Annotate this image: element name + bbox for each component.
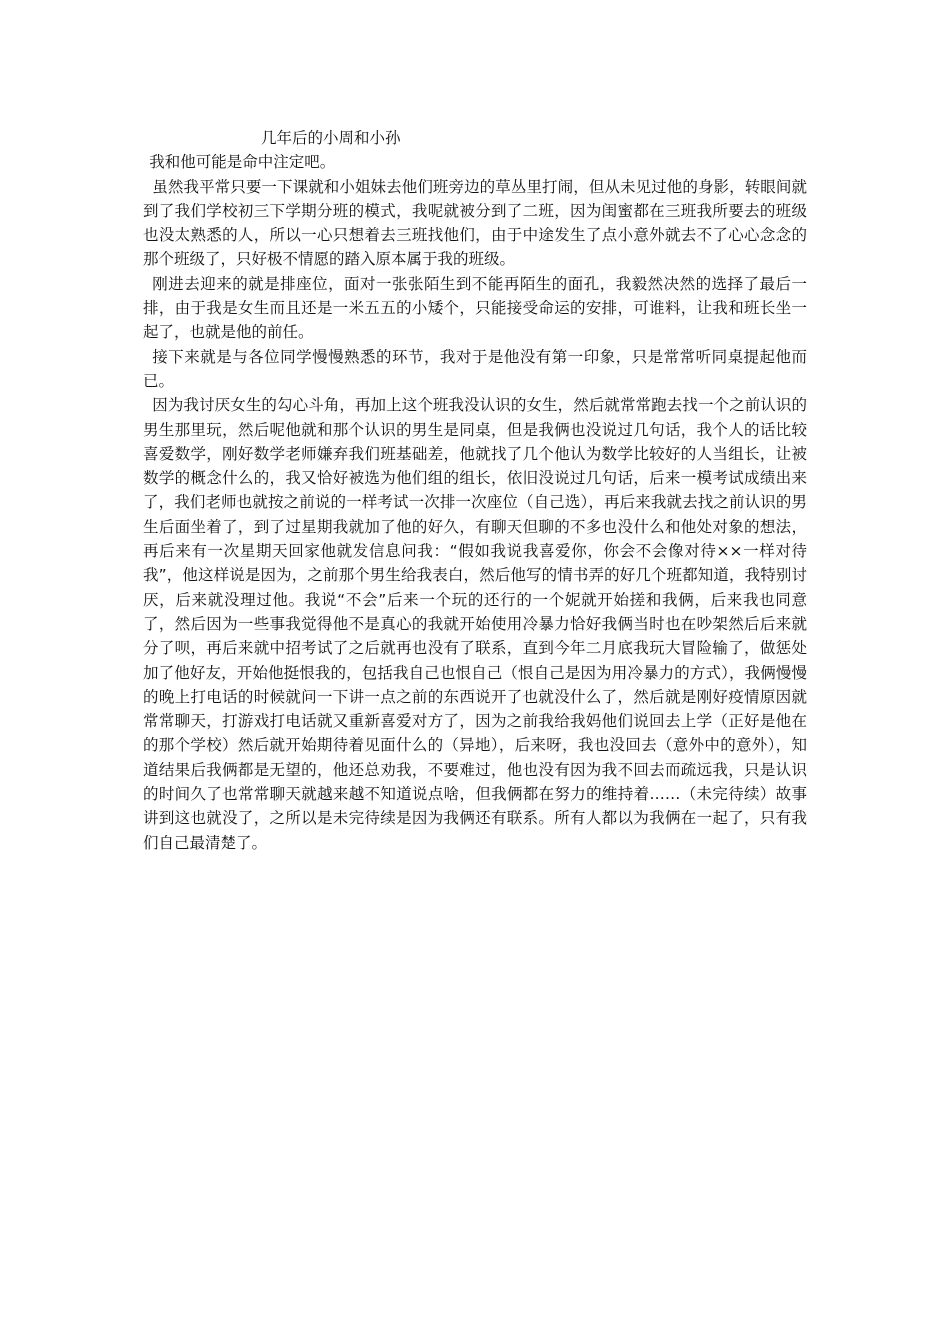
document-title: 几年后的小周和小孙 [261, 129, 401, 147]
paragraph-2: 虽然我平常只要一下课就和小姐妹去他们班旁边的草丛里打闹，但从未见过他的身影，转眼间就到了我们学校初三下学期分班的模式，我呢就被分到了二班，因为闺蜜都在三班我所要去的班级也没太熟悉的人，所以一心只想着去三班找他们，由于中途发生了点小意外就去不了心心念念的那个班级了，只好极不情愿的踏入原本属于我的班级。 [143, 177, 807, 269]
paragraph-3: 刚进去迎来的就是排座位，面对一张张陌生到不能再陌生的面孔，我毅然决然的选择了最后一排，由于我是女生而且还是一米五五的小矮个，只能接受命运的安排，可谁料，让我和班长坐一起了，也就是他的前任。 [143, 274, 807, 342]
paragraph-4: 接下来就是与各位同学慢慢熟悉的环节，我对于是他没有第一印象，只是常常听同桌提起他而已。 [143, 347, 807, 390]
paragraph-5: 因为我讨厌女生的勾心斗角，再加上这个班我没认识的女生，然后就常常跑去找一个之前认识的男生那里玩，然后呢他就和那个认识的男生是同桌，但是我俩也没说过几句话，我个人的话比较喜爱数学，刚好数学老师嫌弃我们班基础差，他就找了几个他认为数学比较好的人当组长，让被数学的概念什么的，我又恰好被选为他们组的组长，依旧没说过几句话，后来一模考试成绩出来了，我们老师也就按之前说的一样考试一次排一次座位（自己选），再后来我就去找之前认识的男生后面坐着了，到了过星期我就加了他的好久，有聊天但聊的不多也没什么和他处对象的想法，再后来有一次星期天回家他就发信息问我：“假如我说我喜爱你，你会不会像对待××一样对待我”，他这样说是因为，之前那个男生给我表白，然后他写的情书弄的好几个班都知道，我特别讨厌，后来就没理过他。我说“不会”后来一个玩的还行的一个妮就开始搓和我俩，后来我也同意了，然后因为一些事我觉得他不是真心的我就开始使用冷暴力恰好我俩当时也在吵架然后后来就分了呗，再后来就中招考试了之后就再也没有了联系，直到今年二月底我玩大冒险输了，做惩处加了他好友，开始他挺恨我的，包括我自己也恨自己（恨自己是因为用冷暴力的方式），我俩慢慢的晚上打电话的时候就问一下讲一点之前的东西说开了也就没什么了，然后就是刚好疫情原因就常常聊天，打游戏打电话就又重新喜爱对方了，因为之前我给我妈他们说回去上学（正好是他在的那个学校）然后就开始期待着见面什么的（异地），后来呀，我也没回去（意外中的意外），知道结果后我俩都是无望的，他还总劝我，不要难过，他也没有因为我不回去而疏远我，只是认识的时间久了也常常聊天就越来越不知道说点啥，但我俩都在努力的维持着……（未完待续）故事讲到这也就没了，之所以是未完待续是因为我俩还有联系。所有人都以为我俩在一起了，只有我们自己最清楚了。 [143, 396, 807, 852]
document-body [143, 126, 807, 855]
paragraph-1: 我和他可能是命中注定吧。 [149, 153, 336, 172]
